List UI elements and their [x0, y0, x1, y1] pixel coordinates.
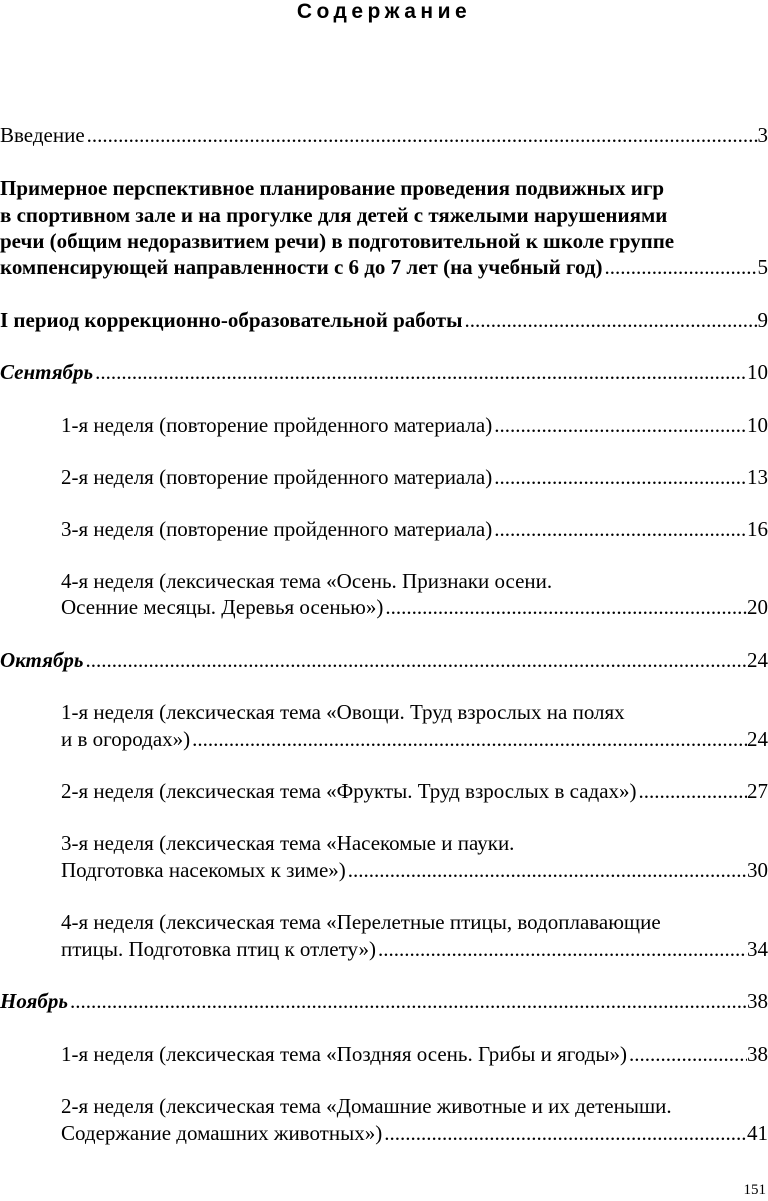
toc-entry-october-week-1-line-1: 1-я неделя (лексическая тема «Овощи. Труд взрослых на полях — [61, 700, 625, 724]
toc-page-number: 9 — [757, 308, 768, 332]
toc-entry-september-week-2[interactable] — [61, 464, 768, 490]
dot-leader — [93, 359, 747, 385]
page-number: 151 — [743, 1182, 766, 1198]
toc-entry-planning-line-3: речи (общим недоразвитием речи) в подготовительной к школе группе — [0, 229, 675, 253]
toc-entry-october-week-3-line-1: 3-я неделя (лексическая тема «Насекомые и пауки. — [61, 831, 515, 855]
toc-entry-label: 1-я неделя (лексическая тема «Поздняя осень. Грибы и ягоды») — [61, 1042, 627, 1066]
toc-page-number: 38 — [747, 989, 768, 1013]
toc-entry-label: 2-я неделя (лексическая тема «Фрукты. Труд взрослых в садах») — [61, 779, 637, 803]
toc-entry-label: Содержание домашних животных») — [61, 1121, 383, 1145]
dot-leader — [376, 936, 747, 962]
toc-page-number: 10 — [747, 413, 768, 437]
toc-page-number: 34 — [747, 937, 768, 961]
toc-entry-september-week-3[interactable] — [61, 516, 768, 542]
dot-leader — [462, 307, 757, 333]
toc-page-number: 24 — [747, 648, 768, 672]
toc-entry-october-week-1[interactable] — [61, 726, 768, 752]
dot-leader — [383, 594, 747, 620]
toc-entry-label: 1-я неделя (повторение пройденного материала) — [61, 413, 493, 437]
toc-page-number: 3 — [757, 123, 768, 147]
toc-entry-september-week-4[interactable] — [61, 594, 768, 620]
toc-entry-september-week-4-line-1: 4-я неделя (лексическая тема «Осень. Признаки осени. — [61, 569, 553, 593]
dot-leader — [492, 516, 747, 542]
dot-leader — [602, 254, 757, 280]
toc-entry-october-week-2[interactable] — [61, 778, 768, 804]
toc-page-number: 30 — [747, 858, 768, 882]
dot-leader — [346, 857, 747, 883]
dot-leader — [68, 988, 747, 1014]
toc-entry-november-week-2[interactable] — [61, 1120, 768, 1146]
toc-entry-label: и в огородах») — [61, 727, 191, 751]
toc-entry-label: компенсирующей направленности с 6 до 7 лет (на учебный год) — [0, 255, 603, 279]
toc-entry-introduction[interactable] — [0, 122, 768, 148]
toc-entry-november-week-1[interactable] — [61, 1041, 768, 1067]
toc-entry-planning[interactable] — [0, 254, 768, 280]
toc-entry-september[interactable] — [0, 359, 768, 385]
toc-entry-planning-line-1: Примерное перспективное планирование проведения подвижных игр — [0, 176, 665, 200]
toc-entry-october[interactable] — [0, 647, 768, 673]
toc-entry-label: Введение — [0, 123, 85, 147]
toc-page-number: 20 — [747, 595, 768, 619]
toc-page-number: 5 — [757, 255, 768, 279]
toc-entry-label: 2-я неделя (повторение пройденного материала) — [61, 465, 493, 489]
toc-entry-planning-line-2: в спортивном зале и на прогулке для детей с тяжелыми нарушениями — [0, 203, 668, 227]
toc-entry-october-week-4-line-1: 4-я неделя (лексическая тема «Перелетные птицы, водоплавающие — [61, 910, 661, 934]
toc-entry-label: 3-я неделя (повторение пройденного материала) — [61, 517, 493, 541]
toc-entry-label: Подготовка насекомых к зиме») — [61, 858, 346, 882]
toc-page-number: 38 — [747, 1042, 768, 1066]
page-title: Содержание — [296, 0, 472, 23]
dot-leader — [492, 464, 747, 490]
toc-page-number: 16 — [747, 517, 768, 541]
dot-leader — [382, 1120, 747, 1146]
toc-entry-november[interactable] — [0, 988, 768, 1014]
dot-leader — [85, 122, 758, 148]
toc-entry-label: Сентябрь — [0, 360, 94, 384]
toc-entry-label: Октябрь — [0, 648, 84, 672]
dot-leader — [492, 412, 747, 438]
dot-leader — [627, 1041, 747, 1067]
toc-entry-october-week-3[interactable] — [61, 857, 768, 883]
toc-page-number: 41 — [747, 1121, 768, 1145]
toc-page-number: 27 — [747, 779, 768, 803]
toc-page-number: 10 — [747, 360, 768, 384]
toc-entry-label: Ноябрь — [0, 989, 68, 1013]
toc-entry-label: птицы. Подготовка птиц к отлету») — [61, 937, 377, 961]
toc-entry-label: Осенние месяцы. Деревья осенью») — [61, 595, 384, 619]
toc-page-number: 24 — [747, 727, 768, 751]
toc-entry-period-1[interactable] — [0, 307, 768, 333]
dot-leader — [637, 778, 747, 804]
toc-entry-november-week-2-line-1: 2-я неделя (лексическая тема «Домашние животные и их детеныши. — [61, 1094, 672, 1118]
toc-page-number: 13 — [747, 465, 768, 489]
dot-leader — [84, 647, 747, 673]
toc-entry-september-week-1[interactable] — [61, 412, 768, 438]
dot-leader — [190, 726, 747, 752]
toc-entry-label: I период коррекционно-образовательной работы — [0, 308, 463, 332]
toc-entry-october-week-4[interactable] — [61, 936, 768, 962]
